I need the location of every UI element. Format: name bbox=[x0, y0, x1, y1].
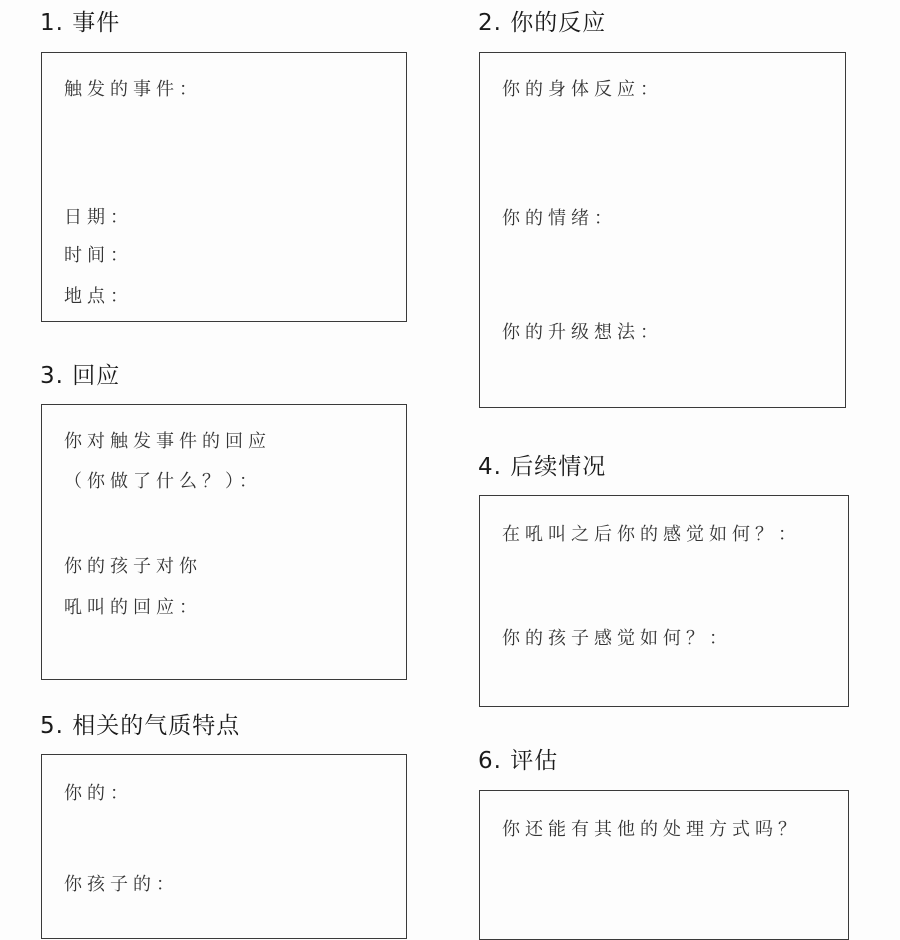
section-3-box bbox=[41, 404, 407, 680]
section-4-box bbox=[479, 495, 849, 707]
child-feeling-label: 你的孩子感觉如何？： bbox=[502, 628, 732, 649]
date-label: 日期： bbox=[64, 207, 133, 228]
child-response-label-line1: 你的孩子对你 bbox=[64, 556, 202, 577]
section-6-box bbox=[479, 790, 849, 940]
response-label-line1: 你对触发事件的回应 bbox=[64, 431, 271, 452]
section-3-heading: 3. 回应 bbox=[40, 363, 121, 389]
trigger-event-label: 触发的事件： bbox=[64, 79, 202, 100]
response-label-line2: （你做了什么？）： bbox=[64, 471, 262, 492]
section-5-heading: 5. 相关的气质特点 bbox=[40, 713, 241, 739]
section-6-heading: 6. 评估 bbox=[478, 748, 559, 774]
section-1-box bbox=[41, 52, 407, 322]
your-temperament-label: 你的： bbox=[64, 783, 133, 804]
location-label: 地点： bbox=[64, 286, 133, 307]
body-reaction-label: 你的身体反应： bbox=[502, 79, 663, 100]
emotion-label: 你的情绪： bbox=[502, 208, 617, 229]
feeling-after-label: 在吼叫之后你的感觉如何？： bbox=[502, 524, 801, 545]
section-2-box bbox=[479, 52, 846, 408]
alternative-approach-label: 你还能有其他的处理方式吗？ bbox=[502, 819, 801, 840]
child-response-label-line2: 吼叫的回应： bbox=[64, 597, 202, 618]
section-4-heading: 4. 后续情况 bbox=[478, 454, 607, 480]
child-temperament-label: 你孩子的： bbox=[64, 874, 179, 895]
section-2-heading: 2. 你的反应 bbox=[478, 10, 607, 36]
section-5-box bbox=[41, 754, 407, 939]
section-1-heading: 1. 事件 bbox=[40, 10, 121, 36]
time-label: 时间： bbox=[64, 245, 133, 266]
escalating-thoughts-label: 你的升级想法： bbox=[502, 322, 663, 343]
